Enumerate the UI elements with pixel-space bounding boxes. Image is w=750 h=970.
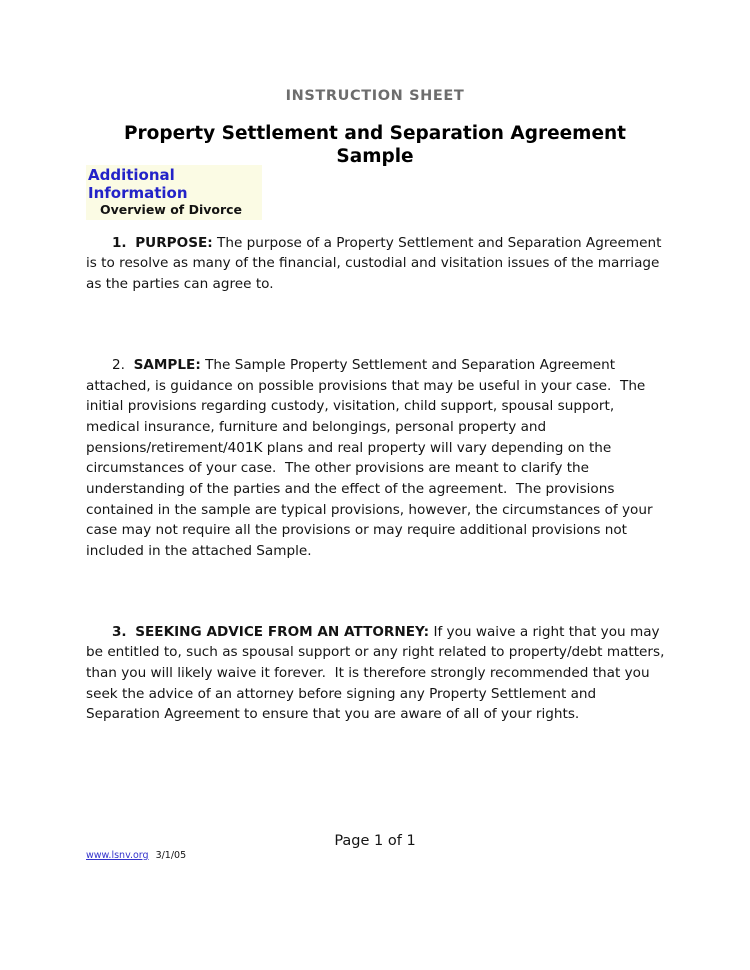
section-paragraph-1 <box>86 212 668 315</box>
document-body <box>86 212 668 765</box>
page-title <box>75 122 675 168</box>
section-gap-2 <box>125 357 134 373</box>
section-number-1: 1. <box>111 234 127 251</box>
section-body-3: If you waive a right that you may be entitled to, such as spousal support or any right related to property/debt matters, than you will likely waive it forever. It is therefore strongly recommended that you seek the advice of an attorney before signing any Property Settlement and Separation Agreement to ensure that you are aware of all of your rights. <box>86 623 669 723</box>
page-title-line-2: Sample <box>336 146 414 168</box>
section-number-3: 3. <box>111 623 127 640</box>
footer-meta <box>86 850 186 861</box>
section-gap-3 <box>127 624 136 640</box>
section-gap-1 <box>127 235 136 251</box>
section-heading-3: SEEKING ADVICE FROM AN ATTORNEY: <box>135 623 430 640</box>
overview-of-divorce-label: Overview of Divorce <box>99 202 243 217</box>
section-heading-2: SAMPLE: <box>133 356 201 373</box>
section-body-1: The purpose of a Property Settlement and Separation Agreement is to resolve as many of the financial, custodial and visitation issues of the marriage as the parties can agree to. <box>86 234 666 292</box>
section-heading-1: PURPOSE: <box>135 234 213 251</box>
document-revision-date: 3/1/05 <box>155 850 187 861</box>
organization-website-link[interactable]: www.lsnv.org <box>86 850 149 861</box>
page-title-line-1: Property Settlement and Separation Agreement <box>123 123 627 144</box>
section-body-2: The Sample Property Settlement and Separation Agreement attached, is guidance on possible provisions that may be useful in your case. The initial provisions regarding custody, visitation, child support, spousal support, medical insurance, furniture and belongings, personal property and pensions/retirement/401K plans and real property will vary depending on the circumstances of your case. The other provisions are meant to clarify the understanding of the parties and the effect of the agreement. The provisions contained in the sample are typical provisions, however, the circumstances of your case may not require all the provisions or may require additional provisions not included in the attached Sample. <box>86 356 657 559</box>
instruction-sheet-label: INSTRUCTION SHEET <box>285 88 465 104</box>
section-paragraph-2 <box>86 334 668 582</box>
section-paragraph-3 <box>86 601 668 746</box>
section-number-2: 2. <box>111 356 125 373</box>
additional-information-heading: Additional Information <box>88 166 188 202</box>
page-number-label: Page 1 of 1 <box>334 833 416 849</box>
